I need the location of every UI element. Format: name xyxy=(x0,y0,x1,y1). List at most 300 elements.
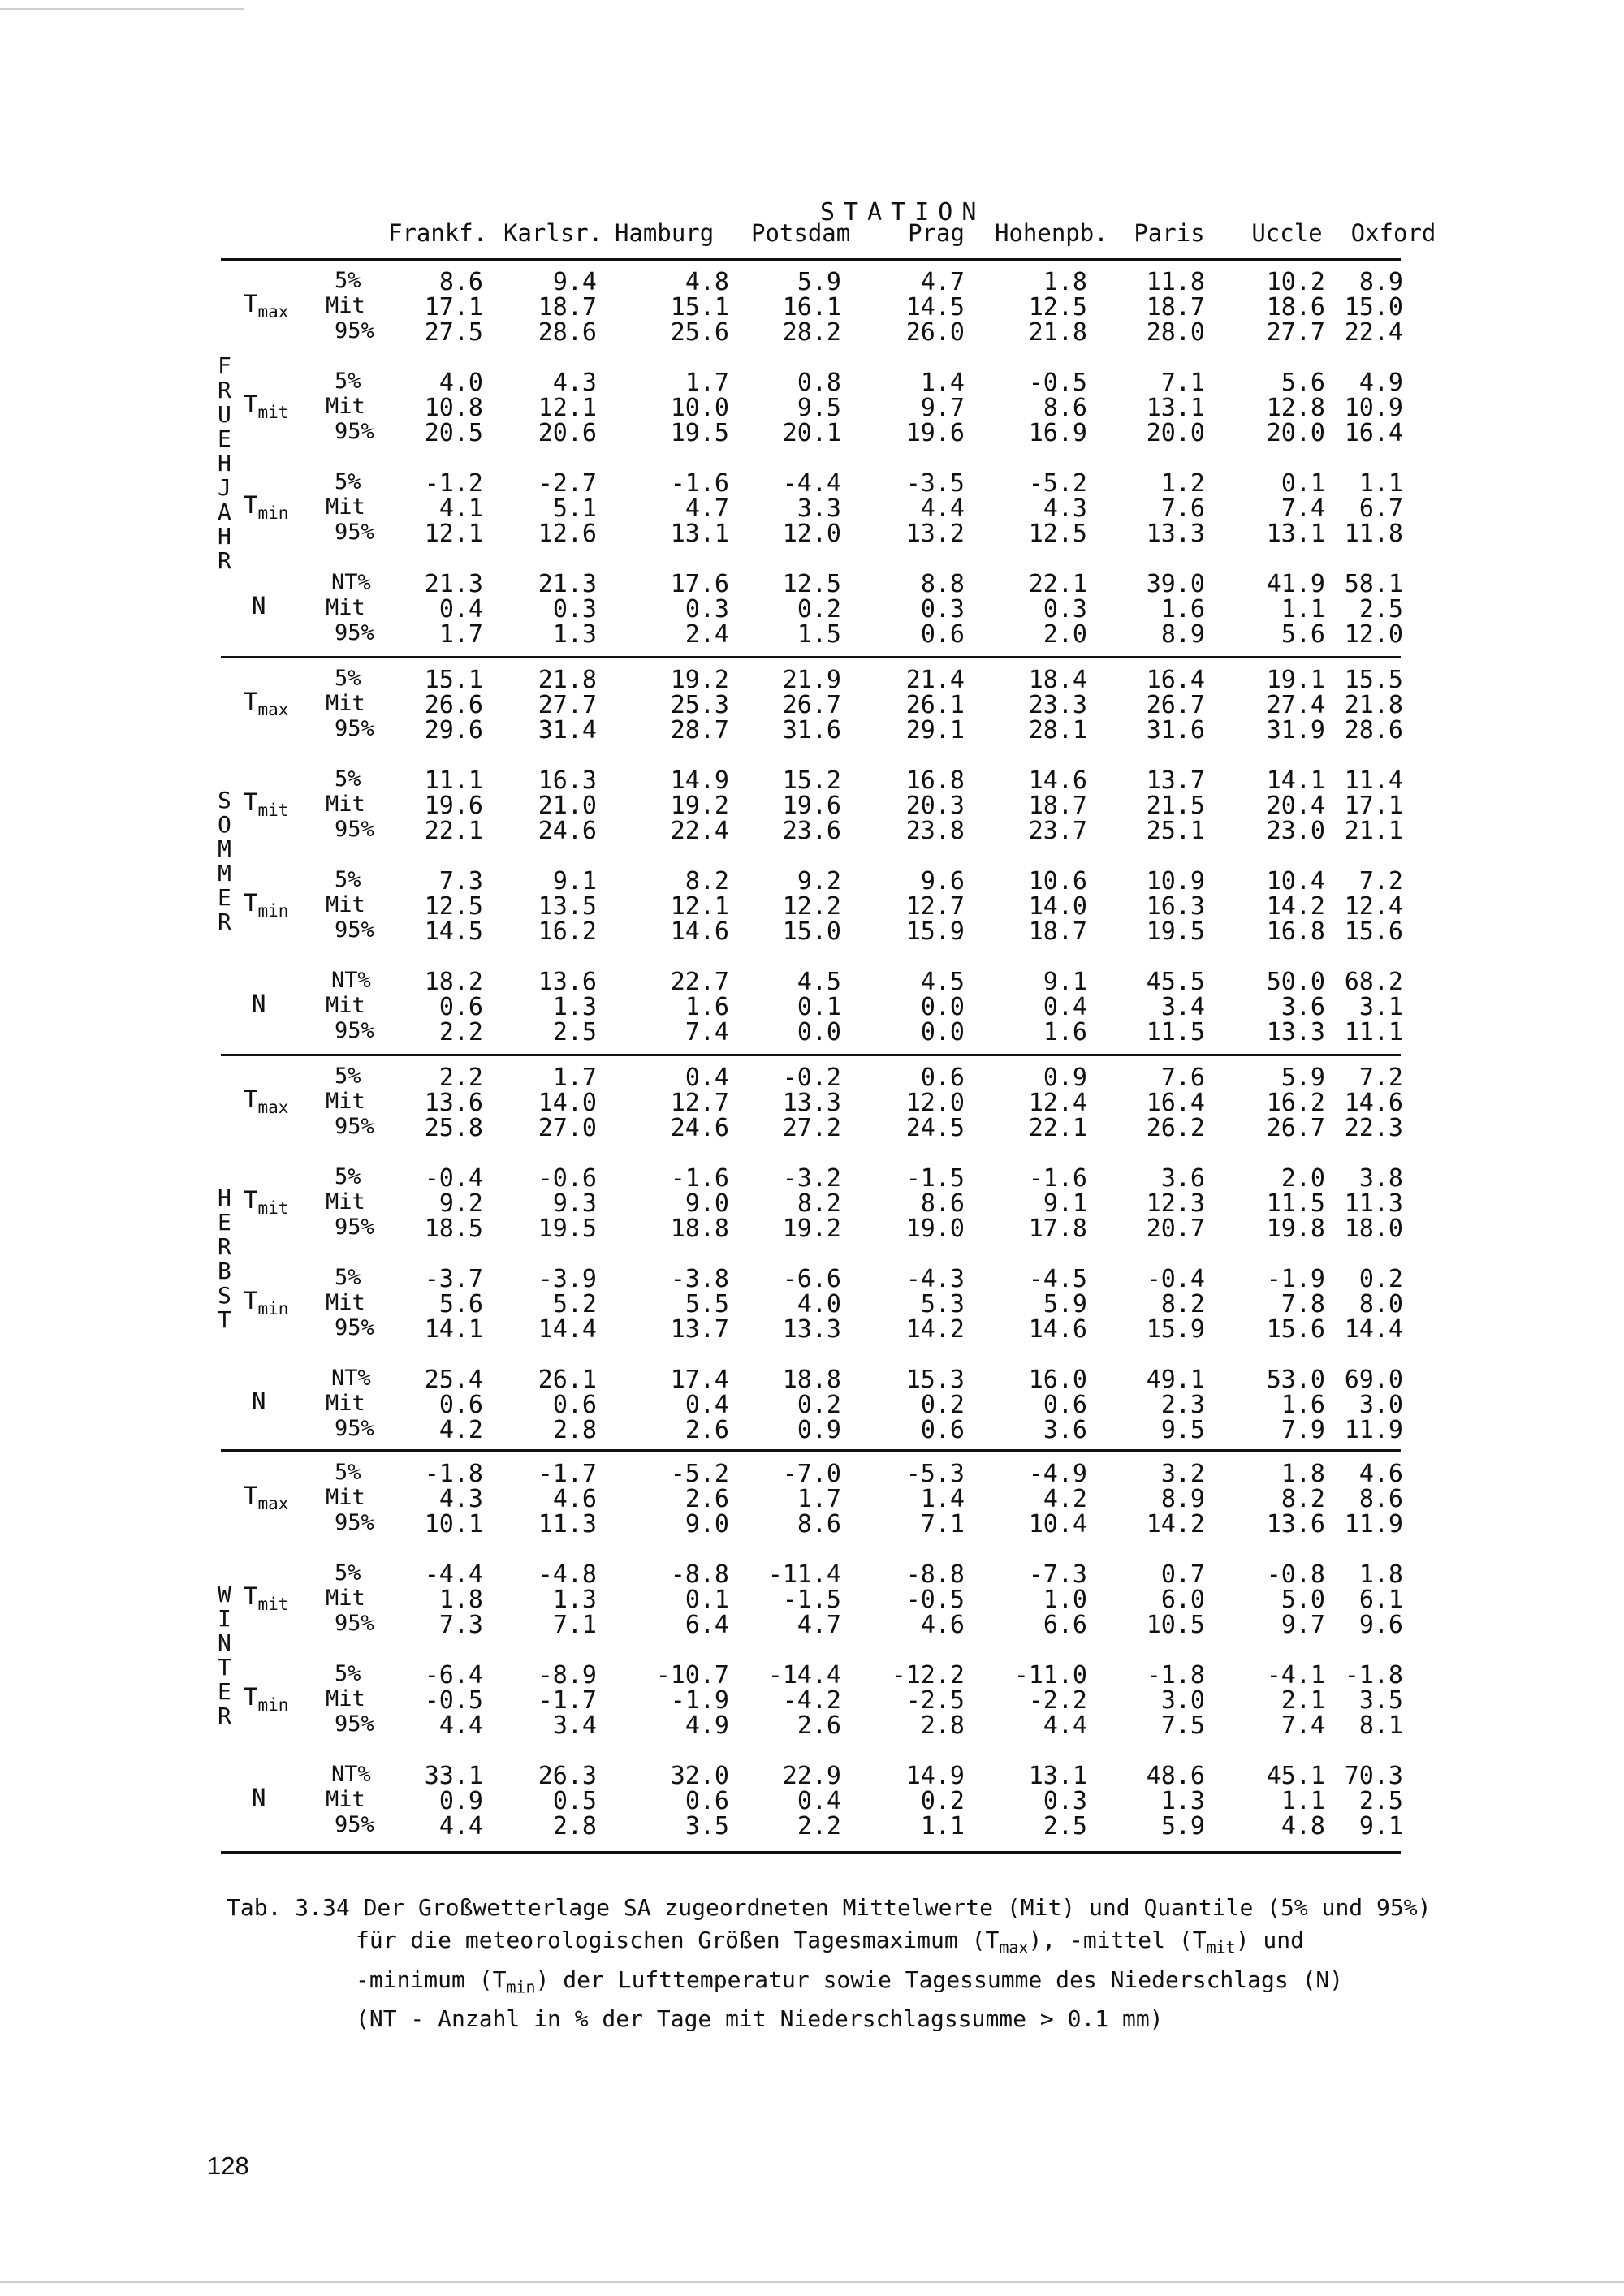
table-cell: 17.1 xyxy=(1344,792,1403,820)
table-cell: 5.6 xyxy=(1281,620,1325,649)
row-label: Mit xyxy=(326,1485,365,1510)
table-cell: 20.5 xyxy=(424,419,483,447)
table-cell: 0.6 xyxy=(438,1391,483,1419)
table-cell: 5.0 xyxy=(1281,1586,1325,1614)
row-label: Mit xyxy=(326,993,365,1018)
table-cell: 18.5 xyxy=(424,1215,483,1243)
table-cell: 6.4 xyxy=(685,1611,729,1639)
table-cell: 4.4 xyxy=(1043,1711,1087,1740)
row-label: 5% xyxy=(335,766,361,792)
table-cell: -1.5 xyxy=(782,1586,841,1614)
table-cell: 4.1 xyxy=(438,494,483,523)
table-cell: 4.6 xyxy=(552,1485,597,1513)
table-cell: -8.9 xyxy=(538,1661,597,1690)
table-cell: 15.9 xyxy=(905,917,965,946)
table-cell: 9.6 xyxy=(1358,1611,1403,1639)
table-cell: 8.0 xyxy=(1358,1290,1403,1318)
table-cell: -1.6 xyxy=(670,1164,729,1193)
table-cell: 16.1 xyxy=(782,293,841,322)
table-cell: 16.4 xyxy=(1344,419,1403,447)
table-caption xyxy=(227,1892,1431,2035)
table-cell: 14.2 xyxy=(905,1315,965,1344)
table-cell: 1.8 xyxy=(1043,268,1087,296)
table-cell: 5.9 xyxy=(1281,1064,1325,1092)
table-cell: 15.1 xyxy=(424,666,483,694)
row-label: 5% xyxy=(335,1560,361,1586)
table-cell: 0.3 xyxy=(1043,1787,1087,1815)
table-cell: 19.8 xyxy=(1266,1215,1325,1243)
table-cell: 19.6 xyxy=(424,792,483,820)
table-cell: 7.2 xyxy=(1358,867,1403,896)
table-cell: 45.1 xyxy=(1266,1762,1325,1790)
table-cell: 25.4 xyxy=(424,1366,483,1394)
table-cell: 6.0 xyxy=(1160,1586,1205,1614)
scan-edge-bottom xyxy=(0,2281,1624,2283)
row-label: 95% xyxy=(335,1416,374,1441)
table-cell: 1.6 xyxy=(1043,1018,1087,1047)
table-cell: 6.1 xyxy=(1358,1586,1403,1614)
table-cell: 26.7 xyxy=(1266,1114,1325,1142)
table-cell: 12.0 xyxy=(782,520,841,548)
table-cell: 39.0 xyxy=(1146,570,1205,598)
table-cell: -7.0 xyxy=(782,1460,841,1488)
row-label: 95% xyxy=(335,817,374,842)
table-cell: 7.4 xyxy=(685,1018,729,1047)
table-cell: 0.0 xyxy=(920,993,965,1021)
table-rule xyxy=(221,1851,1401,1854)
table-cell: 13.3 xyxy=(782,1089,841,1117)
table-cell: 4.3 xyxy=(438,1485,483,1513)
table-cell: 23.0 xyxy=(1266,817,1325,845)
table-cell: 13.1 xyxy=(1028,1762,1087,1790)
row-label: Mit xyxy=(326,1787,365,1812)
row-label: Mit xyxy=(326,1290,365,1315)
table-cell: 0.6 xyxy=(552,1391,597,1419)
table-cell: 14.5 xyxy=(424,917,483,946)
table-cell: 17.6 xyxy=(670,570,729,598)
table-cell: 26.7 xyxy=(782,691,841,719)
row-label: Mit xyxy=(326,1189,365,1215)
table-cell: 26.1 xyxy=(538,1366,597,1394)
table-cell: 9.1 xyxy=(1358,1812,1403,1841)
table-cell: 12.5 xyxy=(1028,293,1087,322)
table-rule xyxy=(221,1449,1401,1452)
row-label: Mit xyxy=(326,691,365,716)
table-cell: 0.6 xyxy=(438,993,483,1021)
table-cell: 0.2 xyxy=(797,595,841,624)
table-cell: 8.2 xyxy=(685,867,729,896)
table-cell: 1.5 xyxy=(797,620,841,649)
table-cell: 2.0 xyxy=(1043,620,1087,649)
season-letter: R xyxy=(218,1232,231,1260)
table-cell: 1.3 xyxy=(552,993,597,1021)
row-label: NT% xyxy=(331,968,371,993)
table-cell: 16.2 xyxy=(1266,1089,1325,1117)
table-cell: 8.2 xyxy=(1281,1485,1325,1513)
table-cell: 9.2 xyxy=(797,867,841,896)
table-cell: -0.5 xyxy=(424,1686,483,1715)
table-cell: 16.3 xyxy=(1146,892,1205,921)
table-cell: 19.5 xyxy=(1146,917,1205,946)
table-cell: -1.8 xyxy=(424,1460,483,1488)
table-cell: 26.6 xyxy=(424,691,483,719)
table-cell: -7.3 xyxy=(1028,1560,1087,1589)
table-cell: 21.8 xyxy=(538,666,597,694)
season-letter: F xyxy=(218,352,231,379)
table-cell: -1.9 xyxy=(1266,1265,1325,1293)
table-cell: 12.8 xyxy=(1266,394,1325,422)
table-cell: 28.6 xyxy=(1344,716,1403,744)
table-cell: 11.5 xyxy=(1146,1018,1205,1047)
table-cell: 26.7 xyxy=(1146,691,1205,719)
table-cell: 4.3 xyxy=(1043,494,1087,523)
table-cell: 15.6 xyxy=(1344,917,1403,946)
table-cell: 12.1 xyxy=(424,520,483,548)
season-letter: M xyxy=(218,835,231,862)
variable-label: $T_{min}$ xyxy=(244,889,289,921)
table-cell: 32.0 xyxy=(670,1762,729,1790)
row-label: Mit xyxy=(326,1586,365,1611)
table-cell: 0.9 xyxy=(438,1787,483,1815)
table-cell: 19.0 xyxy=(905,1215,965,1243)
table-cell: 0.5 xyxy=(552,1787,597,1815)
station-name: Karlsr. xyxy=(503,219,603,247)
table-cell: 22.1 xyxy=(1028,1114,1087,1142)
table-cell: 8.9 xyxy=(1358,268,1403,296)
table-cell: 10.0 xyxy=(670,394,729,422)
station-name: Uccle xyxy=(1251,219,1323,247)
table-cell: 7.6 xyxy=(1160,1064,1205,1092)
table-cell: 18.0 xyxy=(1344,1215,1403,1243)
season-letter: R xyxy=(218,376,231,404)
variable-label: N xyxy=(252,1388,266,1415)
table-cell: 12.7 xyxy=(905,892,965,921)
table-cell: 21.0 xyxy=(538,792,597,820)
table-cell: 11.5 xyxy=(1266,1189,1325,1218)
table-cell: 20.3 xyxy=(905,792,965,820)
table-cell: 7.5 xyxy=(1160,1711,1205,1740)
season-letter: H xyxy=(218,1184,231,1211)
table-cell: 2.6 xyxy=(797,1711,841,1740)
table-cell: 5.6 xyxy=(438,1290,483,1318)
table-cell: 21.5 xyxy=(1146,792,1205,820)
station-name: Hamburg xyxy=(615,219,715,247)
table-cell: 3.0 xyxy=(1358,1391,1403,1419)
table-cell: 0.4 xyxy=(685,1064,729,1092)
season-letter: U xyxy=(218,400,231,428)
table-cell: 4.9 xyxy=(1358,369,1403,397)
table-cell: 4.0 xyxy=(797,1290,841,1318)
table-cell: -5.2 xyxy=(1028,469,1087,498)
table-cell: 0.4 xyxy=(685,1391,729,1419)
table-cell: 16.8 xyxy=(1266,917,1325,946)
table-cell: 3.4 xyxy=(1160,993,1205,1021)
table-cell: 25.6 xyxy=(670,318,729,347)
season-letter: M xyxy=(218,859,231,887)
season-letter: B xyxy=(218,1257,231,1284)
variable-label: N xyxy=(252,592,266,619)
table-cell: 23.8 xyxy=(905,817,965,845)
table-cell: 45.5 xyxy=(1146,968,1205,996)
table-cell: 21.1 xyxy=(1344,817,1403,845)
table-cell: 22.9 xyxy=(782,1762,841,1790)
variable-label: N xyxy=(252,1784,266,1811)
caption-line-4: (NT - Anzahl in % der Tage mit Niederschlagssumme > 0.1 mm) xyxy=(356,2005,1164,2033)
table-cell: 2.8 xyxy=(552,1416,597,1444)
table-cell: 4.2 xyxy=(438,1416,483,1444)
row-label: NT% xyxy=(331,570,371,595)
variable-label: $T_{max}$ xyxy=(244,1085,289,1117)
table-cell: 12.0 xyxy=(1344,620,1403,649)
table-cell: 13.3 xyxy=(1266,1018,1325,1047)
table-cell: 8.8 xyxy=(920,570,965,598)
table-cell: 20.0 xyxy=(1146,419,1205,447)
table-cell: 17.1 xyxy=(424,293,483,322)
row-label: 95% xyxy=(335,716,374,741)
table-cell: -0.2 xyxy=(782,1064,841,1092)
table-cell: 25.8 xyxy=(424,1114,483,1142)
table-cell: 16.9 xyxy=(1028,419,1087,447)
table-cell: 9.3 xyxy=(552,1189,597,1218)
table-cell: 22.1 xyxy=(424,817,483,845)
table-cell: 1.8 xyxy=(1358,1560,1403,1589)
table-cell: 7.3 xyxy=(438,1611,483,1639)
caption-line-2: für die meteorologischen Größen Tagesmaximum $(T_{max})$, -mittel $(T_{mit})$ und xyxy=(356,1927,1305,1957)
table-cell: 26.0 xyxy=(905,318,965,347)
table-cell: 27.7 xyxy=(538,691,597,719)
table-cell: 12.4 xyxy=(1344,892,1403,921)
season-letter: E xyxy=(218,1677,231,1705)
variable-label: $T_{max}$ xyxy=(244,688,289,719)
table-cell: 13.7 xyxy=(670,1315,729,1344)
variable-label: $T_{min}$ xyxy=(244,1287,289,1318)
table-cell: -0.4 xyxy=(1146,1265,1205,1293)
table-cell: 2.8 xyxy=(920,1711,965,1740)
station-name: Frankf. xyxy=(388,219,488,247)
table-cell: -8.8 xyxy=(670,1560,729,1589)
table-cell: 14.0 xyxy=(538,1089,597,1117)
table-cell: 13.6 xyxy=(1266,1510,1325,1539)
table-cell: 0.4 xyxy=(1043,993,1087,1021)
table-cell: 10.4 xyxy=(1266,867,1325,896)
table-cell: 3.0 xyxy=(1160,1686,1205,1715)
table-cell: 14.9 xyxy=(670,766,729,795)
table-cell: 7.1 xyxy=(552,1611,597,1639)
table-cell: -5.3 xyxy=(905,1460,965,1488)
row-label: Mit xyxy=(326,394,365,419)
table-cell: 19.5 xyxy=(670,419,729,447)
table-cell: 8.2 xyxy=(797,1189,841,1218)
table-cell: -12.2 xyxy=(891,1661,965,1690)
table-cell: 5.9 xyxy=(797,268,841,296)
row-label: 95% xyxy=(335,917,374,943)
row-label: 5% xyxy=(335,666,361,691)
table-cell: 26.3 xyxy=(538,1762,597,1790)
table-cell: 16.0 xyxy=(1028,1366,1087,1394)
table-cell: 0.1 xyxy=(1281,469,1325,498)
table-cell: 4.7 xyxy=(920,268,965,296)
table-cell: 1.1 xyxy=(1281,1787,1325,1815)
table-cell: 13.3 xyxy=(1146,520,1205,548)
table-cell: 15.9 xyxy=(1146,1315,1205,1344)
table-cell: 12.1 xyxy=(538,394,597,422)
page-number: 128 xyxy=(207,2151,249,2180)
table-cell: 5.3 xyxy=(920,1290,965,1318)
table-cell: 13.6 xyxy=(424,1089,483,1117)
table-cell: 0.2 xyxy=(1358,1265,1403,1293)
table-cell: -4.5 xyxy=(1028,1265,1087,1293)
station-name: Potsdam xyxy=(751,219,851,247)
table-cell: 2.5 xyxy=(1358,595,1403,624)
table-cell: 28.6 xyxy=(538,318,597,347)
table-cell: 11.9 xyxy=(1344,1510,1403,1539)
table-cell: 48.6 xyxy=(1146,1762,1205,1790)
table-cell: 12.4 xyxy=(1028,1089,1087,1117)
table-cell: 14.2 xyxy=(1146,1510,1205,1539)
table-cell: 8.6 xyxy=(797,1510,841,1539)
table-cell: 1.1 xyxy=(1281,595,1325,624)
table-cell: -0.8 xyxy=(1266,1560,1325,1589)
season-letter: T xyxy=(218,1306,231,1333)
row-label: Mit xyxy=(326,792,365,817)
table-cell: 2.5 xyxy=(552,1018,597,1047)
table-cell: 0.2 xyxy=(920,1391,965,1419)
table-cell: 17.8 xyxy=(1028,1215,1087,1243)
table-cell: 0.8 xyxy=(797,369,841,397)
table-cell: 16.8 xyxy=(905,766,965,795)
table-cell: 8.2 xyxy=(1160,1290,1205,1318)
variable-label: N xyxy=(252,990,266,1017)
table-cell: 24.5 xyxy=(905,1114,965,1142)
table-cell: 18.2 xyxy=(424,968,483,996)
table-cell: 0.2 xyxy=(797,1391,841,1419)
table-cell: 21.3 xyxy=(538,570,597,598)
season-letter: T xyxy=(218,1653,231,1681)
table-cell: -1.8 xyxy=(1146,1661,1205,1690)
table-cell: 22.4 xyxy=(670,817,729,845)
table-cell: 1.1 xyxy=(920,1812,965,1841)
table-cell: 17.4 xyxy=(670,1366,729,1394)
table-cell: -6.6 xyxy=(782,1265,841,1293)
table-cell: 0.6 xyxy=(920,1416,965,1444)
row-label: 5% xyxy=(335,469,361,494)
table-cell: 11.1 xyxy=(1344,1018,1403,1047)
row-label: 5% xyxy=(335,1265,361,1290)
row-label: 95% xyxy=(335,318,374,343)
table-cell: 8.9 xyxy=(1160,620,1205,649)
table-cell: -0.5 xyxy=(905,1586,965,1614)
table-cell: 18.7 xyxy=(1028,792,1087,820)
table-cell: 11.3 xyxy=(538,1510,597,1539)
table-cell: 41.9 xyxy=(1266,570,1325,598)
table-cell: 1.2 xyxy=(1160,469,1205,498)
table-cell: 7.2 xyxy=(1358,1064,1403,1092)
variable-label: $T_{mit}$ xyxy=(244,1186,289,1218)
row-label: 5% xyxy=(335,1661,361,1686)
table-cell: 1.3 xyxy=(552,620,597,649)
table-cell: 21.9 xyxy=(782,666,841,694)
table-cell: 4.8 xyxy=(685,268,729,296)
table-cell: 14.9 xyxy=(905,1762,965,1790)
table-cell: 3.2 xyxy=(1160,1460,1205,1488)
table-cell: 4.5 xyxy=(920,968,965,996)
table-cell: 10.2 xyxy=(1266,268,1325,296)
table-cell: 0.3 xyxy=(552,595,597,624)
table-cell: 19.6 xyxy=(782,792,841,820)
table-cell: 5.6 xyxy=(1281,369,1325,397)
table-cell: -14.4 xyxy=(767,1661,841,1690)
table-cell: 4.4 xyxy=(438,1711,483,1740)
table-cell: 20.7 xyxy=(1146,1215,1205,1243)
row-label: 95% xyxy=(335,419,374,444)
table-cell: 14.1 xyxy=(424,1315,483,1344)
table-cell: -2.5 xyxy=(905,1686,965,1715)
table-cell: 4.4 xyxy=(438,1812,483,1841)
station-name: Prag xyxy=(908,219,965,247)
table-cell: 14.1 xyxy=(1266,766,1325,795)
table-cell: -4.1 xyxy=(1266,1661,1325,1690)
table-cell: 24.6 xyxy=(538,817,597,845)
variable-label: $T_{mit}$ xyxy=(244,788,289,820)
table-cell: 12.6 xyxy=(538,520,597,548)
season-letter: N xyxy=(218,1629,231,1656)
table-cell: 5.9 xyxy=(1043,1290,1087,1318)
season-letter: S xyxy=(218,786,231,814)
season-letter: O xyxy=(218,810,231,838)
table-cell: -3.8 xyxy=(670,1265,729,1293)
table-cell: 8.6 xyxy=(1043,394,1087,422)
row-label: 5% xyxy=(335,268,361,293)
table-cell: 19.5 xyxy=(538,1215,597,1243)
table-cell: 23.6 xyxy=(782,817,841,845)
table-cell: 13.6 xyxy=(538,968,597,996)
table-cell: 15.6 xyxy=(1266,1315,1325,1344)
table-cell: 14.4 xyxy=(1344,1315,1403,1344)
table-cell: 28.0 xyxy=(1146,318,1205,347)
table-cell: 10.1 xyxy=(424,1510,483,1539)
table-cell: 12.2 xyxy=(782,892,841,921)
table-cell: 16.2 xyxy=(538,917,597,946)
row-label: 95% xyxy=(335,1510,374,1535)
table-cell: 14.6 xyxy=(1344,1089,1403,1117)
table-cell: 27.7 xyxy=(1266,318,1325,347)
table-cell: 1.4 xyxy=(920,1485,965,1513)
table-cell: 16.4 xyxy=(1146,1089,1205,1117)
table-cell: 31.4 xyxy=(538,716,597,744)
row-label: 5% xyxy=(335,1064,361,1089)
table-cell: 27.4 xyxy=(1266,691,1325,719)
table-cell: 8.6 xyxy=(920,1189,965,1218)
row-label: Mit xyxy=(326,494,365,520)
station-header: STATION xyxy=(820,198,986,227)
table-rule xyxy=(221,1054,1401,1056)
row-label: 95% xyxy=(335,1018,374,1043)
table-cell: 13.1 xyxy=(1266,520,1325,548)
table-cell: 15.2 xyxy=(782,766,841,795)
table-cell: 9.0 xyxy=(685,1189,729,1218)
table-cell: 25.3 xyxy=(670,691,729,719)
table-cell: -1.8 xyxy=(1344,1661,1403,1690)
table-cell: 0.7 xyxy=(1160,1560,1205,1589)
table-cell: 5.1 xyxy=(552,494,597,523)
variable-label: $T_{mit}$ xyxy=(244,391,289,422)
row-label: 95% xyxy=(335,1215,374,1240)
table-cell: 20.1 xyxy=(782,419,841,447)
table-cell: 0.6 xyxy=(1043,1391,1087,1419)
table-cell: 11.8 xyxy=(1344,520,1403,548)
table-cell: 20.6 xyxy=(538,419,597,447)
row-label: 95% xyxy=(335,620,374,645)
